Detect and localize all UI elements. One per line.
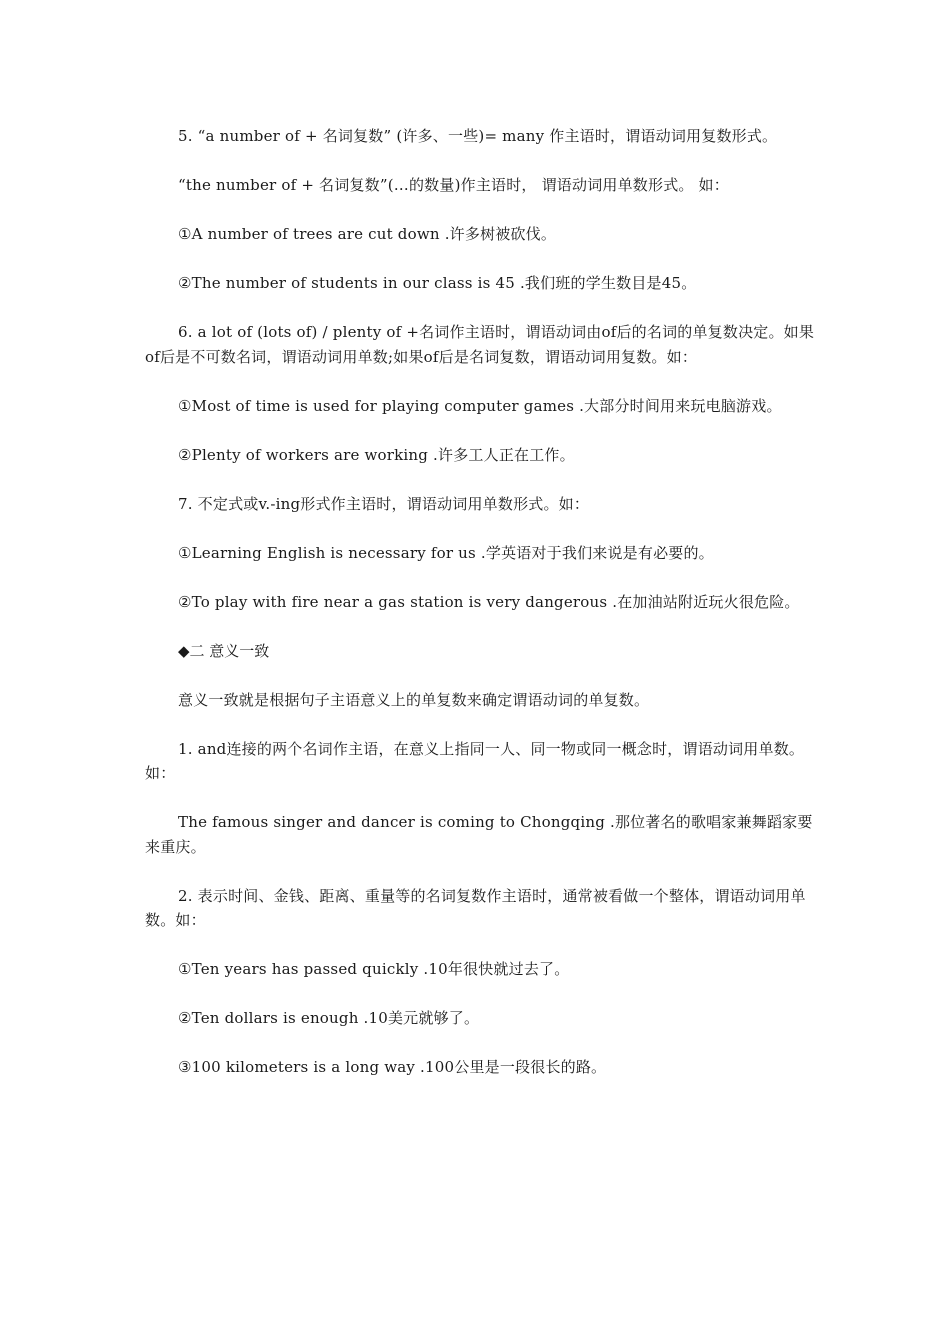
document-page xyxy=(145,124,820,1104)
example-sentence: ②The number of students in our class is 45 .我们班的学生数目是45。 xyxy=(178,274,697,292)
example-sentence: ①Most of time is used for playing computer games .大部分时间用来玩电脑游戏。 xyxy=(178,396,782,415)
paragraph-rule-6: 6. a lot of (lots of) / plenty of +名词作主语时，谓语动词由of后的名词的单复数决定。如果of后是不可数名词，谓语动词用单数;如果of后是名词复数，谓语动词用复数。如： xyxy=(145,323,815,366)
paragraph-rule-7: 7. 不定式或v.-ing形式作主语时，谓语动词用单数形式。如： xyxy=(178,494,590,513)
paragraph-rule-2: 2. 表示时间、金钱、距离、重量等的名词复数作主语时，通常被看做一个整体，谓语动词用单数。如： xyxy=(145,886,806,929)
paragraph-rule-1: 1. and连接的两个名词作主语，在意义上指同一人、同一物或同一概念时，谓语动词用单数。如： xyxy=(145,739,805,782)
example-sentence: ①Ten years has passed quickly .10年很快就过去了。 xyxy=(178,960,570,978)
example-sentence: ①Learning English is necessary for us .学英语对于我们来说是有必要的。 xyxy=(178,543,714,562)
example-sentence: ②To play with fire near a gas station is very dangerous .在加油站附近玩火很危险。 xyxy=(178,592,800,611)
paragraph-rule-5: 5. “a number of + 名词复数” (许多、一些)= many 作主语时，谓语动词用复数形式。 xyxy=(178,127,778,145)
example-sentence: ①A number of trees are cut down .许多树被砍伐。 xyxy=(178,225,557,243)
example-sentence: The famous singer and dancer is coming to Chongqing .那位著名的歌唱家兼舞蹈家要来重庆。 xyxy=(145,813,813,856)
section-heading: ◆二 意义一致 xyxy=(178,641,270,660)
example-sentence: ②Ten dollars is enough .10美元就够了。 xyxy=(178,1009,480,1027)
paragraph-rule-5-number: “the number of + 名词复数”(…的数量)作主语时， 谓语动词用单数形式。 如： xyxy=(178,176,729,194)
example-sentence: ②Plenty of workers are working .许多工人正在工作。 xyxy=(178,445,575,464)
example-sentence: ③100 kilometers is a long way .100公里是一段很长的路。 xyxy=(178,1058,607,1076)
paragraph-definition: 意义一致就是根据句子主语意义上的单复数来确定谓语动词的单复数。 xyxy=(178,690,650,709)
